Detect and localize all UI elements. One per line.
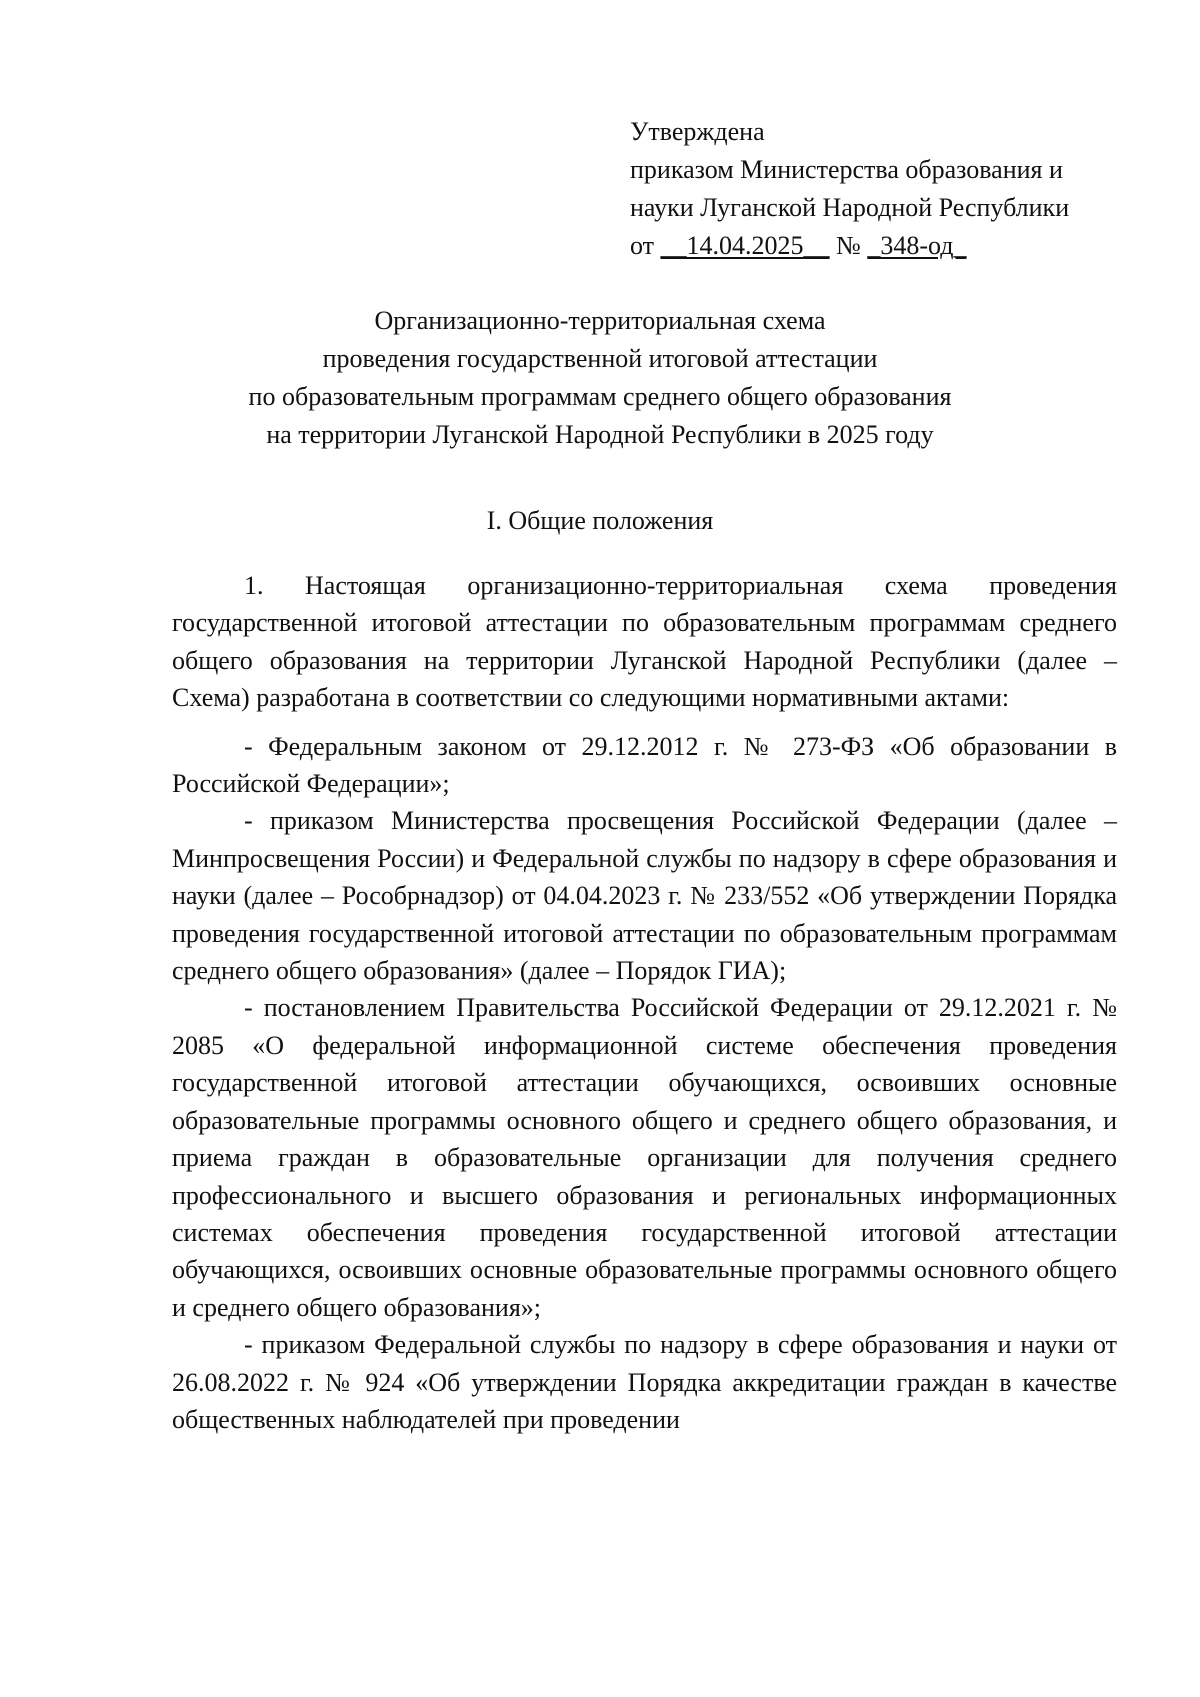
number-prefix: № [829, 231, 868, 260]
approval-line: приказом Министерства образования и [630, 155, 1063, 184]
list-item: - приказом Федеральной службы по надзору в сфере образования и науки от 26.08.2022 г. № 924 «Об утверждении Порядка аккредитации граждан в качестве общественных наблюдателей при проведении [172, 1330, 1117, 1434]
approval-date-line [630, 227, 1150, 265]
title-line: на территории Луганской Народной Республики в 2025 году [266, 420, 934, 449]
order-date: __14.04.2025__ [660, 231, 830, 260]
paragraph: 1. Настоящая организационно-территориальная схема проведения государственной итоговой аттестации по образовательным программам среднего общего образования на территории Луганской Народной Республики (далее – Схема) разработана в соответствии со следующими нормативными актами: [172, 571, 1117, 713]
document-title [150, 302, 1050, 454]
date-prefix: от [630, 231, 661, 260]
title-line: проведения государственной итоговой аттестации [322, 344, 878, 373]
title-line: Организационно-территориальная схема [374, 306, 826, 335]
title-line: по образовательным программам среднего общего образования [248, 382, 952, 411]
list-item: - приказом Министерства просвещения Российской Федерации (далее – Минпросвещения России) и Федеральной службы по надзору в сфере образования и науки (далее – Рособрнадзор) от 04.04.2023 г. № 233/552 «Об утверждении Порядка проведения государственной итоговой аттестации по образовательным программам среднего общего образования» (далее – Порядок ГИА); [172, 806, 1117, 986]
list-item: - постановлением Правительства Российской Федерации от 29.12.2021 г. № 2085 «О федеральной информационной системе обеспечения проведения государственной итоговой аттестации обучающихся, освоивших основные образовательные программы основного общего и среднего общего образования, и приема граждан в образовательные организации для получения среднего профессионального и высшего образования и региональных информационных системах обеспечения проведения государственной итоговой аттестации обучающихся, освоивших основные образовательные программы основного общего и среднего общего образования»; [172, 993, 1117, 1322]
approval-stamp-block [630, 113, 1150, 265]
list-item: - Федеральным законом от 29.12.2012 г. № 273-ФЗ «Об образовании в Российской Федерации»; [172, 731, 1117, 799]
approval-line: науки Луганской Народной Республики [630, 193, 1070, 222]
approval-line: Утверждена [630, 117, 765, 146]
document-body [172, 567, 1117, 1438]
order-number: _348-од_ [867, 231, 967, 260]
section-heading: I. Общие положения [486, 506, 714, 535]
